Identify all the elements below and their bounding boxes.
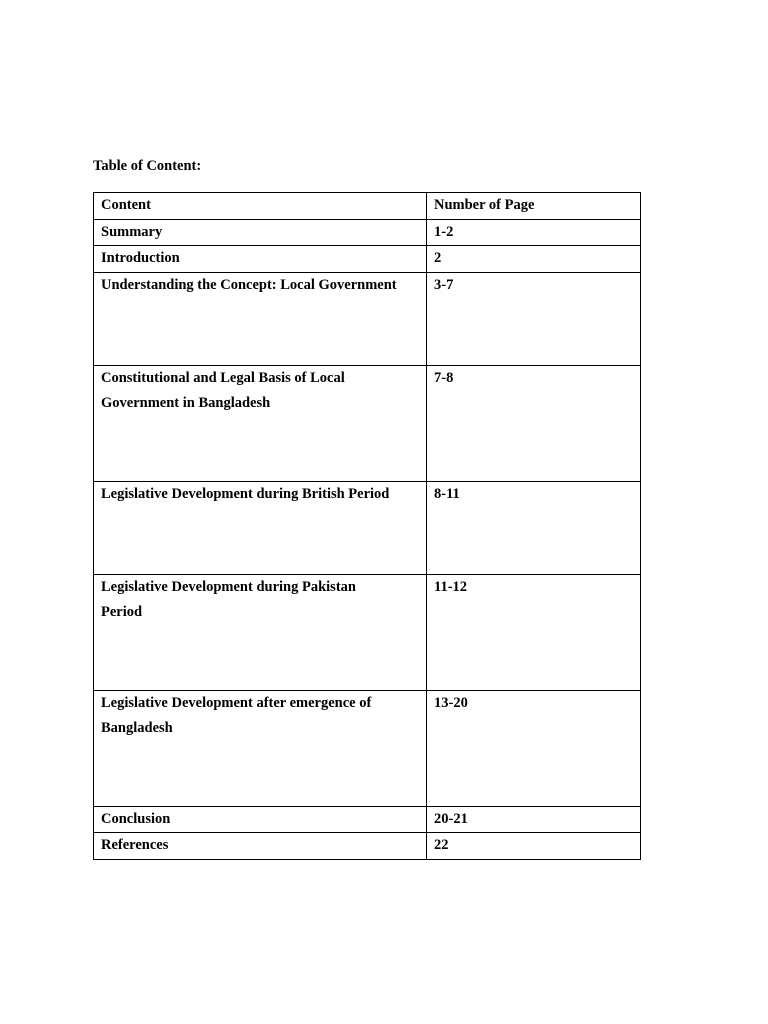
table-row [94, 690, 641, 806]
row-page: 7-8 [427, 365, 641, 481]
row-content: Conclusion [94, 806, 427, 833]
table-row [94, 272, 641, 365]
header-content: Content [94, 193, 427, 220]
row-page: 8-11 [427, 481, 641, 574]
table-row [94, 365, 641, 481]
row-content: Legislative Development during Pakistan Period [94, 574, 427, 690]
toc-heading: Table of Content: [93, 158, 202, 174]
row-content: Summary [94, 219, 427, 246]
table-header-row [94, 193, 641, 220]
row-page: 13-20 [427, 690, 641, 806]
toc-table [93, 192, 641, 860]
table-row [94, 219, 641, 246]
row-content: References [94, 833, 427, 860]
header-page-number: Number of Page [427, 193, 641, 220]
table-row [94, 246, 641, 273]
row-content: Legislative Development during British Period [94, 481, 427, 574]
row-content: Introduction [94, 246, 427, 273]
row-page: 11-12 [427, 574, 641, 690]
table-row [94, 806, 641, 833]
row-page: 20-21 [427, 806, 641, 833]
table-row [94, 481, 641, 574]
row-page: 1-2 [427, 219, 641, 246]
row-page: 3-7 [427, 272, 641, 365]
row-page: 2 [427, 246, 641, 273]
table-row [94, 574, 641, 690]
row-page: 22 [427, 833, 641, 860]
row-content: Legislative Development after emergence of Bangladesh [94, 690, 427, 806]
row-content: Understanding the Concept: Local Government [94, 272, 427, 365]
table-row [94, 833, 641, 860]
row-content: Constitutional and Legal Basis of Local Government in Bangladesh [94, 365, 427, 481]
